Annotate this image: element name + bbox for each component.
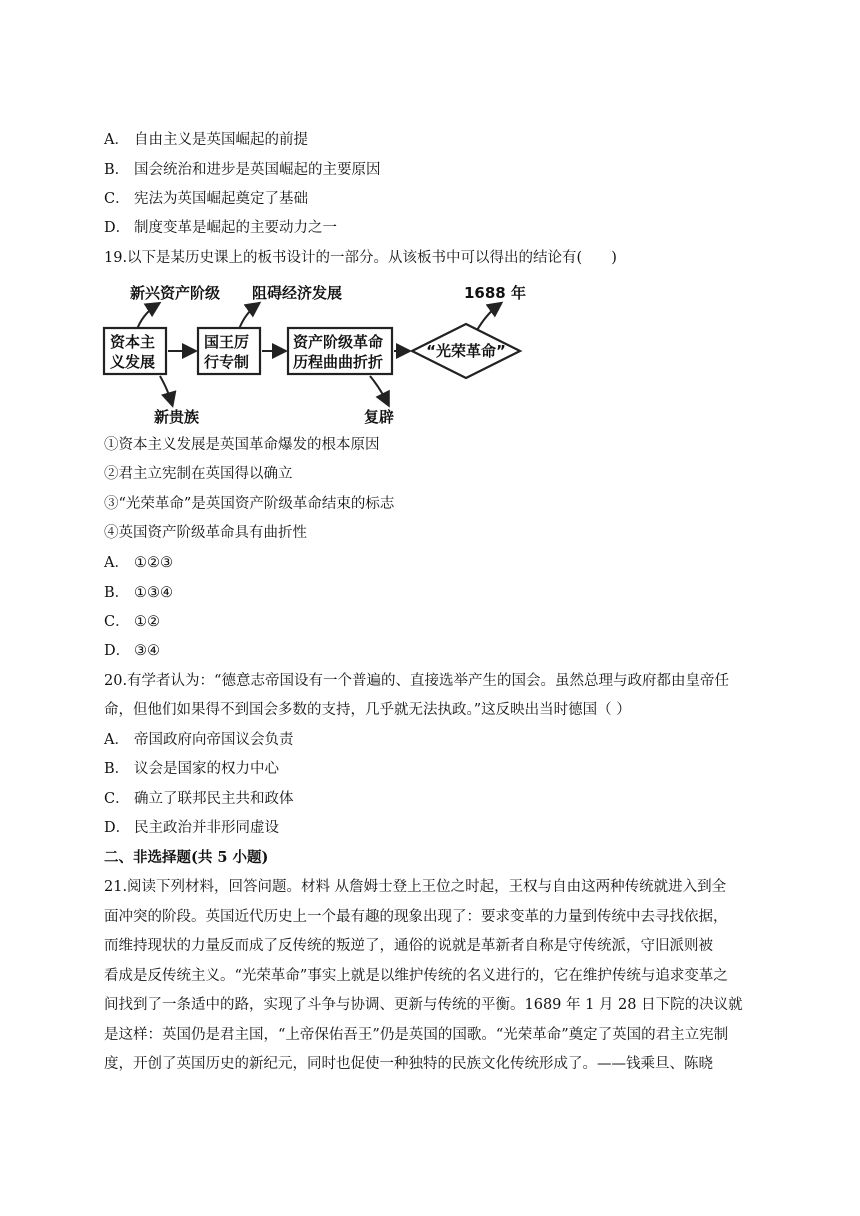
box2-line1: 国王厉 [204,333,250,351]
option-text: 制度变革是崛起的主要动力之一 [134,220,337,236]
option-text: ①②③ [134,555,173,571]
option-text: 议会是国家的权力中心 [134,761,279,777]
box1-line2: 义发展 [110,353,156,371]
box2-line2: 行专制 [204,353,250,371]
option-letter: D． [104,643,131,659]
q19-option-c [104,612,160,632]
option-letter: C． [104,191,130,207]
q20-option-c [104,789,294,809]
q18-option-a [104,130,308,150]
arrow-to-1688 [476,304,500,332]
q20-stem-line1: 20.有学者认为：“德意志帝国设有一个普遍的、直接选举产生的国会。虽然总理与政府都由皇帝任 [104,673,729,689]
option-letter: B． [104,761,130,777]
q21-line-7: 度，开创了英国历史的新纪元，同时也促使一种独特的民族文化传统形成了。——钱乘旦、陈晓 [104,1056,713,1072]
q19-option-b [104,583,173,603]
option-letter: D． [104,820,131,836]
section-title: 二、非选择题(共 5 小题) [104,849,269,866]
q20-stem-line2: 命，但他们如果得不到国会多数的支持，几乎就无法执政。”这反映出当时德国（ ） [104,702,631,718]
arrow-to-restoration [370,376,388,404]
q19-statement-2: ②君主立宪制在英国得以确立 [104,466,293,482]
option-letter: A． [104,555,129,571]
option-text: 国会统治和进步是英国崛起的主要原因 [134,162,381,178]
option-letter: B． [104,162,130,178]
q21-line-1: 21.阅读下列材料，回答问题。材料 从詹姆士登上王位之时起，王权与自由这两种传统就进入到全 [104,879,727,895]
q19-option-d [104,641,160,661]
q19-statement-3: ③“光荣革命”是英国资产阶级革命结束的标志 [104,496,395,512]
option-text: ①② [134,614,160,630]
label-new-bourgeoisie: 新兴资产阶级 [130,284,221,302]
q21-line-2: 面冲突的阶段。英国近代历史上一个最有趣的现象出现了：要求变革的力量到传统中去寻找依据， [104,909,728,925]
option-text: 自由主义是英国崛起的前提 [134,132,308,148]
option-letter: C． [104,614,130,630]
arrow-to-new-nobility [160,376,172,404]
box3-line1: 资产阶级革命 [293,333,384,351]
q20-option-a [104,730,294,750]
q21-line-6: 是这样：英国仍是君主国，“上帝保佑吾王”仍是英国的国歌。“光荣革命”奠定了英国的君主立宪制 [104,1027,729,1043]
option-text: ①③④ [134,585,173,601]
box3-line2: 历程曲曲折折 [293,353,384,371]
q18-option-c [104,189,308,209]
q20-option-d [104,818,279,838]
q20-option-b [104,759,279,779]
option-text: 民主政治并非形同虚设 [134,820,279,836]
label-new-nobility: 新贵族 [154,408,200,426]
option-letter: C． [104,791,130,807]
label-1688: 1688 年 [464,284,526,302]
option-letter: A． [104,132,129,148]
q19-option-a [104,553,173,573]
q19-flow-diagram [102,278,532,426]
q18-option-d [104,218,337,238]
option-text: ③④ [134,643,160,659]
q19-statement-1: ①资本主义发展是英国革命爆发的根本原因 [104,437,380,453]
label-hinder-economy: 阻碍经济发展 [252,284,343,302]
option-text: 确立了联邦民主共和政体 [134,791,294,807]
q18-option-b [104,160,381,180]
q21-line-5: 间找到了一条适中的路，实现了斗争与协调、更新与传统的平衡。1689 年 1 月 28 日下院的决议就 [104,997,743,1013]
q21-line-3: 而维持现状的力量反而成了反传统的叛逆了，通俗的说就是革新者自称是守传统派，守旧派则被 [104,938,713,954]
q19-stem: 19.以下是某历史课上的板书设计的一部分。从该板书中可以得出的结论有( ) [104,250,617,266]
option-letter: A． [104,732,129,748]
option-letter: B． [104,585,130,601]
box1-line1: 资本主 [110,333,156,351]
option-text: 帝国政府向帝国议会负责 [134,732,294,748]
option-letter: D． [104,220,131,236]
option-text: 宪法为英国崛起奠定了基础 [134,191,308,207]
q21-line-4: 看成是反传统主义。“光荣革命”事实上就是以维护传统的名义进行的，它在维护传统与追求变革之 [104,968,728,984]
q19-statement-4: ④英国资产阶级革命具有曲折性 [104,525,307,541]
diamond-text: “光荣革命” [426,342,506,360]
label-restoration: 复辟 [364,408,395,426]
